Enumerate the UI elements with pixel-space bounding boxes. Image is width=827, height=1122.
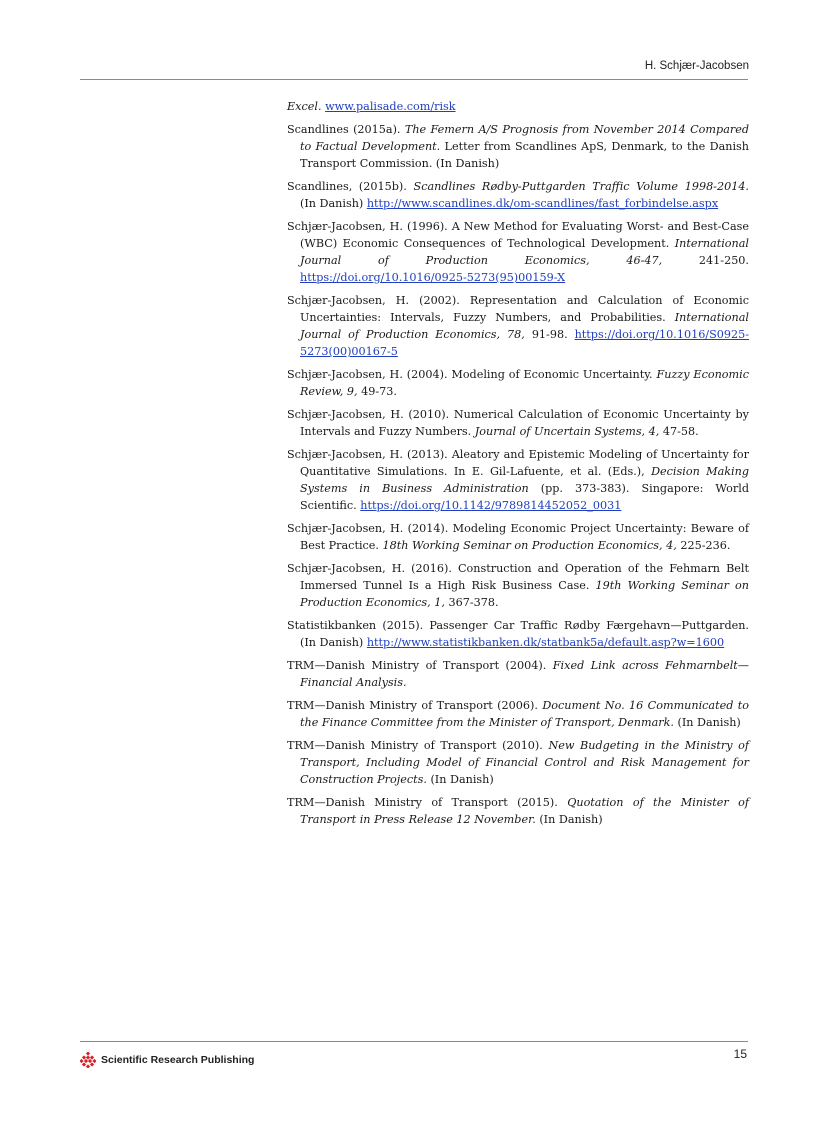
reference-item (287, 218, 749, 286)
reference-text: TRM—Danish Ministry of Transport (2015). (287, 796, 568, 809)
reference-text: TRM—Danish Ministry of Transport (2004). (287, 659, 553, 672)
reference-italic-text: Document No. 16 Communicated to the Finance Committee from the Minister of Transport, Denmark. (300, 699, 749, 729)
reference-italic-text: Quotation of the Minister of Transport in Press Release 12 November. (300, 796, 749, 826)
header-rule (80, 79, 748, 80)
reference-italic-text: International Journal of Production Economics, 78, (300, 311, 749, 341)
reference-list (287, 98, 749, 834)
reference-item (287, 446, 749, 514)
reference-item (287, 520, 749, 554)
reference-item (287, 121, 749, 172)
reference-italic-text: Fixed Link across Fehmarnbelt—Financial Analysis. (300, 659, 749, 689)
reference-link[interactable]: https://doi.org/10.1016/S0925-5273(00)00167-5 (300, 328, 749, 358)
reference-text: Schjær-Jacobsen, H. (2013). Aleatory and Epistemic Modeling of Uncertainty for Quantitative Simulations. In E. Gil-Lafuente, et al. (Eds.), (287, 448, 749, 478)
srp-logo-icon (80, 1052, 96, 1068)
reference-item (287, 406, 749, 440)
page-number: 15 (733, 1047, 747, 1061)
reference-italic-text: New Budgeting in the Ministry of Transport, Including Model of Financial Control and Risk Management for Construction Projects. (300, 739, 750, 786)
reference-text: Schjær-Jacobsen, H. (2016). Construction and Operation of the Fehmarn Belt Immersed Tunnel Is a High Risk Business Case. (287, 562, 749, 592)
reference-text: 47-58. (659, 425, 699, 438)
reference-link[interactable]: https://doi.org/10.1016/0925-5273(95)00159-X (300, 271, 566, 284)
reference-link[interactable]: https://doi.org/10.1142/9789814452052_0031 (360, 499, 622, 512)
reference-italic-text: Journal of Uncertain Systems, 4, (474, 425, 660, 438)
reference-text: 241-250. (662, 254, 749, 267)
reference-text: Schjær-Jacobsen, H. (1996). A New Method for Evaluating Worst- and Best-Case (WBC) Economic Consequences of Technological Development. (287, 220, 749, 250)
reference-text: Statistikbanken (2015). Passenger Car Traffic Rødby Færgehavn—Puttgarden. (In Danish) (287, 619, 749, 649)
reference-italic-text: Excel. (287, 100, 322, 113)
reference-item (287, 697, 749, 731)
reference-italic-text: Scandlines Rødby-Puttgarden Traffic Volume 1998-2014. (413, 180, 749, 193)
reference-italic-text: 19th Working Seminar on Production Economics, 1, (300, 579, 749, 609)
reference-italic-text: International Journal of Production Economics, 46-47, (300, 237, 749, 267)
reference-item (287, 657, 749, 691)
reference-item (287, 292, 749, 360)
reference-text: (In Danish) (535, 813, 603, 826)
reference-text: Schjær-Jacobsen, H. (2010). Numerical Calculation of Economic Uncertainty by Intervals and Fuzzy Numbers. (287, 408, 749, 438)
reference-text: TRM—Danish Ministry of Transport (2010). (287, 739, 549, 752)
reference-link[interactable]: http://www.statistikbanken.dk/statbank5a/default.asp?w=1600 (366, 636, 725, 649)
reference-text: 225-236. (676, 539, 731, 552)
reference-text: 49-73. (357, 385, 397, 398)
reference-italic-text: The Femern A/S Prognosis from November 2014 Compared to Factual Development. (300, 123, 749, 153)
reference-text: (In Danish) (300, 197, 367, 210)
reference-item (287, 617, 749, 651)
reference-text: Scandlines, (2015b). (287, 180, 414, 193)
reference-text: Letter from Scandlines ApS, Denmark, to the Danish Transport Commission. (In Danish) (300, 140, 749, 170)
reference-text: Schjær-Jacobsen, H. (2002). Representation and Calculation of Economic Uncertainties: Intervals, Fuzzy Numbers, and Probabilities. (287, 294, 749, 324)
reference-item (287, 794, 749, 828)
reference-text: Schjær-Jacobsen, H. (2014). Modeling Economic Project Uncertainty: Beware of Best Practice. (287, 522, 749, 552)
footer-rule (80, 1041, 748, 1042)
reference-link[interactable]: www.palisade.com/risk (325, 100, 456, 113)
reference-italic-text: 18th Working Seminar on Production Economics, 4, (382, 539, 677, 552)
reference-item (287, 178, 749, 212)
reference-link[interactable]: http://www.scandlines.dk/om-scandlines/fast_forbindelse.aspx (366, 197, 719, 210)
reference-italic-text: Decision Making Systems in Business Administration (300, 465, 749, 495)
publisher-logo (80, 1050, 254, 1070)
reference-text: 91-98. (524, 328, 575, 341)
reference-item (287, 737, 749, 788)
reference-text: Scandlines (2015a). (287, 123, 405, 136)
reference-text: Schjær-Jacobsen, H. (2004). Modeling of Economic Uncertainty. (287, 368, 657, 381)
reference-item (287, 560, 749, 611)
reference-text: TRM—Danish Ministry of Transport (2006). (287, 699, 543, 712)
reference-italic-text: Fuzzy Economic Review, 9, (300, 368, 749, 398)
reference-item (287, 98, 749, 115)
reference-item (287, 366, 749, 400)
reference-text: (In Danish) (673, 716, 741, 729)
publisher-name: Scientific Research Publishing (101, 1054, 255, 1066)
reference-text: 367-378. (444, 596, 499, 609)
reference-text: (In Danish) (426, 773, 494, 786)
running-head-author: H. Schjær-Jacobsen (644, 60, 749, 72)
reference-text: (pp. 373-383). Singapore: World Scientific. (300, 482, 749, 512)
